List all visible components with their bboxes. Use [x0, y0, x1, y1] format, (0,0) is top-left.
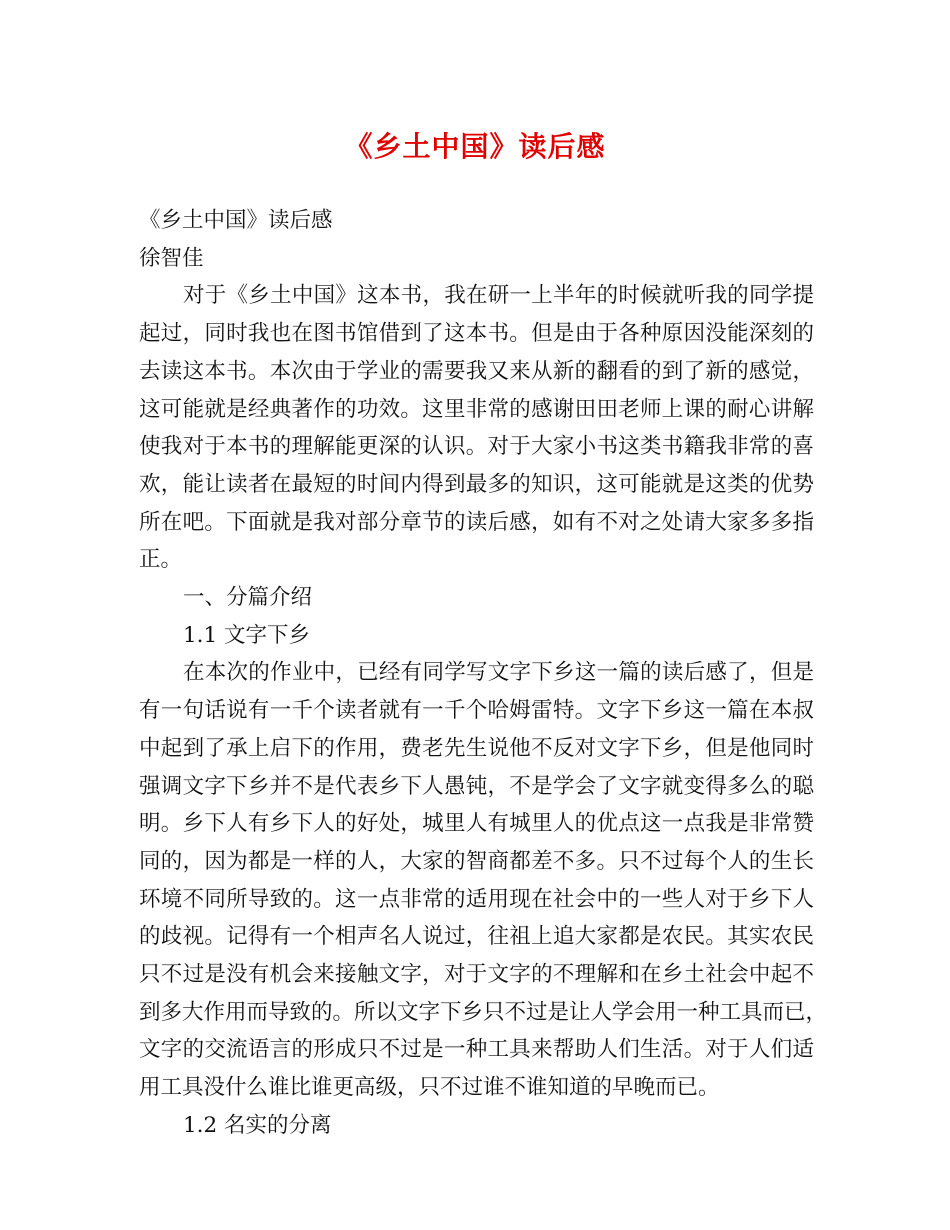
subsection-heading: 1.2 名实的分离: [183, 1112, 332, 1138]
paragraph-line: 有一句话说有一千个读者就有一千个哈姆雷特。文字下乡这一篇在本叔: [139, 698, 814, 724]
paragraph-line: 所在吧。下面就是我对部分章节的读后感，如有不对之处请大家多多指: [139, 509, 814, 535]
paragraph-line: 明。乡下人有乡下人的好处，城里人有城里人的优点这一点我是非常赞: [139, 811, 814, 837]
paragraph-line: 用工具没什么谁比谁更高级，只不过谁不谁知道的早晚而已。: [139, 1075, 720, 1101]
paragraph-line: 使我对于本书的理解能更深的认识。对于大家小书这类书籍我非常的喜: [139, 434, 814, 460]
paragraph-line: 这可能就是经典著作的功效。这里非常的感谢田田老师上课的耐心讲解: [139, 396, 814, 422]
paragraph-line: 的歧视。记得有一个相声名人说过，往祖上追大家都是农民。其实农民: [139, 924, 814, 950]
paragraph-line: 去读这本书。本次由于学业的需要我又来从新的翻看的到了新的感觉，: [139, 358, 814, 384]
document-title: 《乡土中国》读后感: [344, 130, 606, 163]
paragraph-line: 强调文字下乡并不是代表乡下人愚钝，不是学会了文字就变得多么的聪: [139, 773, 814, 799]
document-subtitle: 《乡土中国》读后感: [139, 208, 333, 233]
paragraph-line: 起过，同时我也在图书馆借到了这本书。但是由于各种原因没能深刻的: [139, 321, 814, 347]
subsection-heading: 1.1 文字下乡: [183, 622, 311, 648]
paragraph-line: 在本次的作业中，已经有同学写文字下乡这一篇的读后感了，但是: [183, 660, 814, 686]
paragraph-line: 只不过是没有机会来接触文字，对于文字的不理解和在乡土社会中起不: [139, 962, 814, 988]
paragraph-line: 正。: [139, 547, 183, 573]
paragraph-line: 同的，因为都是一样的人，大家的智商都差不多。只不过每个人的生长: [139, 848, 814, 874]
paragraph-line: 对于《乡土中国》这本书，我在研一上半年的时候就听我的同学提: [183, 283, 814, 309]
author-name: 徐智佳: [139, 245, 204, 271]
paragraph-line: 文字的交流语言的形成只不过是一种工具来帮助人们生活。对于人们适: [139, 1037, 814, 1063]
document-body: [139, 202, 828, 1145]
paragraph-line: 欢，能让读者在最短的时间内得到最多的知识，这可能就是这类的优势: [139, 471, 814, 497]
paragraph-line: 到多大作用而导致的。所以文字下乡只不过是让人学会用一种工具而已，: [139, 999, 828, 1025]
section-heading: 一、分篇介绍: [183, 585, 313, 611]
paragraph-line: 中起到了承上启下的作用，费老先生说他不反对文字下乡，但是他同时: [139, 735, 814, 761]
paragraph-line: 环境不同所导致的。这一点非常的适用现在社会中的一些人对于乡下人: [139, 886, 814, 912]
